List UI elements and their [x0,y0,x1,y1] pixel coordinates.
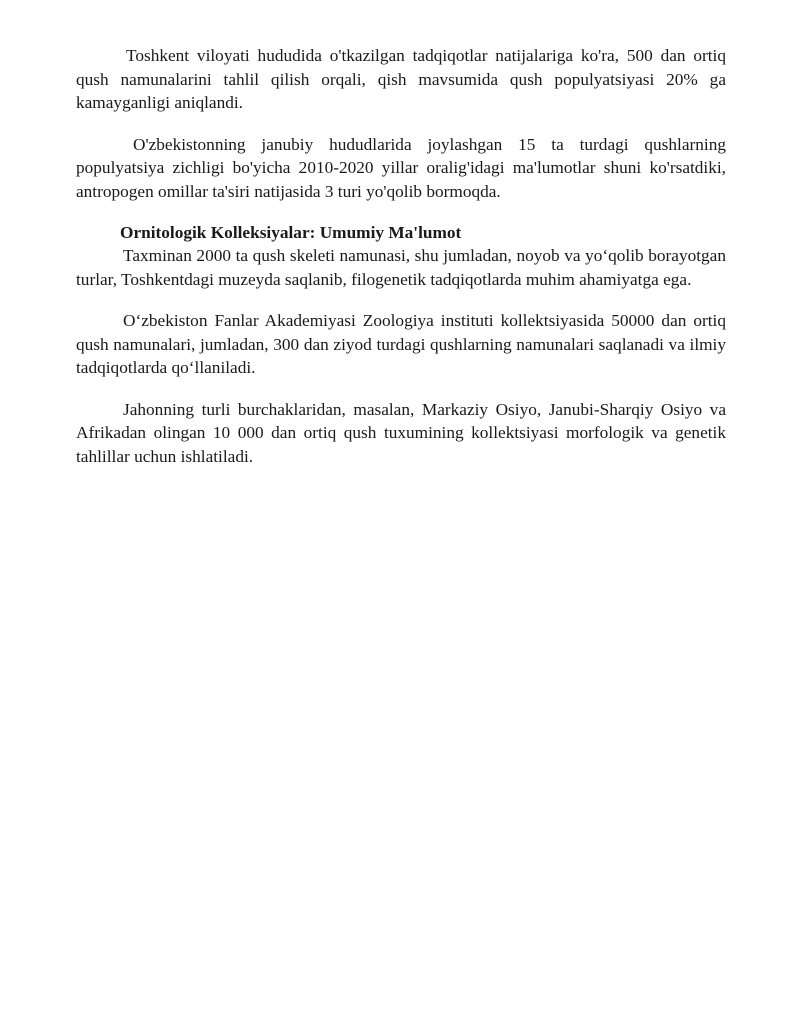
paragraph-skeleton-collection: Taxminan 2000 ta qush skeleti namunasi, shu jumladan, noyob va yo‘qolib borayotgan turlar, Toshkentdagi muzeyda saqlanib, filogenetik tadqiqotlarda muhim ahamiyatga ega. [76,246,726,289]
section-heading: Ornitologik Kolleksiyalar: Umumiy Ma'lumot [120,223,462,242]
document-body [76,44,726,486]
paragraph-academy-collection: O‘zbekiston Fanlar Akademiyasi Zoologiya instituti kollektsiyasida 50000 dan ortiq qush namunalari, jumladan, 300 dan ziyod turdagi qushlarning namunalari saqlanadi va ilmiy tadqiqotlarda qo‘llaniladi. [76,311,726,377]
paragraph-southern-species-density: O'zbekistonning janubiy hududlarida joylashgan 15 ta turdagi qushlarning populyatsiya zichligi bo'yicha 2010-2020 yillar oralig'idagi ma'lumotlar shuni ko'rsatdiki, antropogen omillar ta'siri natijasida 3 turi yo'qolib bormoqda. [76,134,726,201]
paragraph-tashkent-winter-population: Toshkent viloyati hududida o'tkazilgan tadqiqotlar natijalariga ko'ra, 500 dan ortiq qush namunalarini tahlil qilish orqali, qish mavsumida qush populyatsiyasi 20% ga kamayganligi aniqlandi. [76,46,726,112]
paragraph-egg-collection: Jahonning turli burchaklaridan, masalan, Markaziy Osiyo, Janubi-Sharqiy Osiyo va Afrikadan olingan 10 000 dan ortiq qush tuxumining kollektsiyasi morfologik va genetik tahlillar uchun ishlatiladi. [76,399,726,466]
